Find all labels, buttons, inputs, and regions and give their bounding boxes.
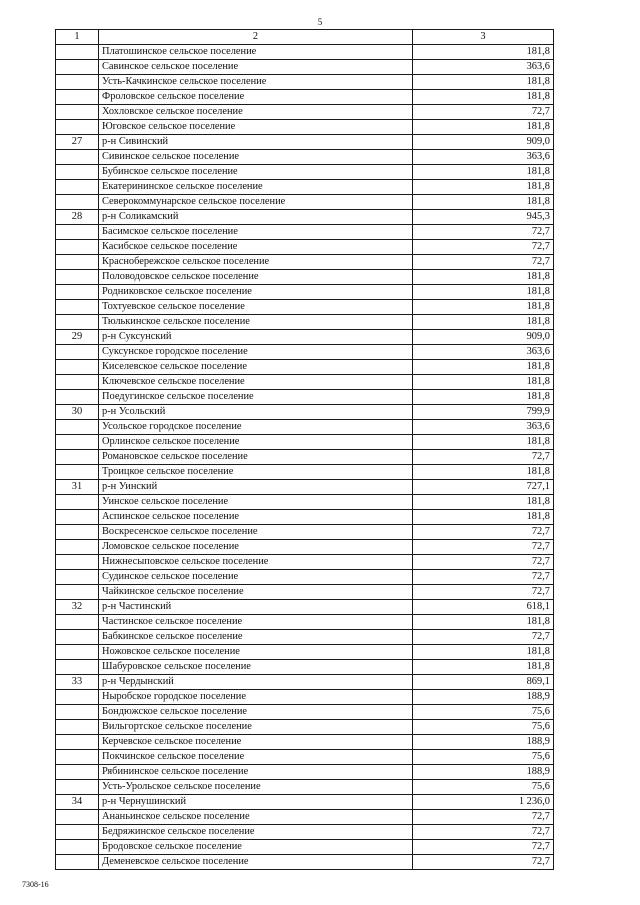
row-number-cell: [56, 345, 99, 360]
amount-cell: 75,6: [413, 720, 554, 735]
allocation-table: [55, 29, 554, 870]
amount-cell: 181,8: [413, 510, 554, 525]
table-row: [56, 825, 554, 840]
row-number-cell: [56, 390, 99, 405]
settlement-name-cell: Покчинское сельское поселение: [99, 750, 413, 765]
amount-cell: 72,7: [413, 630, 554, 645]
amount-cell: 72,7: [413, 525, 554, 540]
amount-cell: 72,7: [413, 855, 554, 870]
settlement-name-cell: Савинское сельское поселение: [99, 60, 413, 75]
page-number: 5: [317, 17, 323, 27]
amount-cell: 181,8: [413, 75, 554, 90]
settlement-name-cell: Усть-Урольское сельское поселение: [99, 780, 413, 795]
table-row: [56, 210, 554, 225]
row-number-cell: [56, 645, 99, 660]
settlement-name-cell: р-н Чернушинский: [99, 795, 413, 810]
row-number-cell: [56, 720, 99, 735]
row-number-cell: [56, 60, 99, 75]
row-number-cell: 32: [56, 600, 99, 615]
table-row: [56, 855, 554, 870]
table-row: [56, 480, 554, 495]
amount-cell: 799,9: [413, 405, 554, 420]
row-number-cell: [56, 435, 99, 450]
amount-cell: 72,7: [413, 810, 554, 825]
table-row: [56, 405, 554, 420]
amount-cell: 188,9: [413, 765, 554, 780]
row-number-cell: 33: [56, 675, 99, 690]
table-row: [56, 120, 554, 135]
amount-cell: 72,7: [413, 450, 554, 465]
settlement-name-cell: Поедугинское сельское поселение: [99, 390, 413, 405]
amount-cell: 72,7: [413, 585, 554, 600]
row-number-cell: 31: [56, 480, 99, 495]
settlement-name-cell: Нижнесыповское сельское поселение: [99, 555, 413, 570]
table-row: [56, 345, 554, 360]
amount-cell: 181,8: [413, 465, 554, 480]
table-row: [56, 510, 554, 525]
amount-cell: 72,7: [413, 840, 554, 855]
table-row: [56, 255, 554, 270]
settlement-name-cell: Троицкое сельское поселение: [99, 465, 413, 480]
row-number-cell: [56, 855, 99, 870]
amount-cell: 618,1: [413, 600, 554, 615]
table-row: [56, 45, 554, 60]
row-number-cell: [56, 840, 99, 855]
row-number-cell: [56, 825, 99, 840]
amount-cell: 727,1: [413, 480, 554, 495]
row-number-cell: [56, 90, 99, 105]
row-number-cell: [56, 120, 99, 135]
table-row: [56, 810, 554, 825]
row-number-cell: [56, 255, 99, 270]
amount-cell: 72,7: [413, 825, 554, 840]
amount-cell: 181,8: [413, 660, 554, 675]
row-number-cell: [56, 270, 99, 285]
row-number-cell: [56, 180, 99, 195]
amount-cell: 909,0: [413, 135, 554, 150]
settlement-name-cell: Ключевское сельское поселение: [99, 375, 413, 390]
row-number-cell: [56, 45, 99, 60]
table-row: [56, 240, 554, 255]
table-row: [56, 690, 554, 705]
amount-cell: 181,8: [413, 270, 554, 285]
table-row: [56, 720, 554, 735]
amount-cell: 75,6: [413, 705, 554, 720]
table-row: [56, 795, 554, 810]
settlement-name-cell: р-н Частинский: [99, 600, 413, 615]
table-row: [56, 540, 554, 555]
amount-cell: 181,8: [413, 645, 554, 660]
header-col-3: 3: [413, 30, 554, 45]
amount-cell: 181,8: [413, 495, 554, 510]
row-number-cell: [56, 450, 99, 465]
row-number-cell: [56, 360, 99, 375]
amount-cell: 363,6: [413, 150, 554, 165]
amount-cell: 181,8: [413, 615, 554, 630]
table-row: [56, 750, 554, 765]
settlement-name-cell: Екатерининское сельское поселение: [99, 180, 413, 195]
settlement-name-cell: Воскресенское сельское поселение: [99, 525, 413, 540]
table-header-row: [56, 30, 554, 45]
table-row: [56, 435, 554, 450]
settlement-name-cell: Суксунское городское поселение: [99, 345, 413, 360]
settlement-name-cell: Фроловское сельское поселение: [99, 90, 413, 105]
amount-cell: 72,7: [413, 240, 554, 255]
amount-cell: 181,8: [413, 120, 554, 135]
table-row: [56, 360, 554, 375]
table-row: [56, 600, 554, 615]
amount-cell: 869,1: [413, 675, 554, 690]
amount-cell: 181,8: [413, 435, 554, 450]
table-row: [56, 615, 554, 630]
table-row: [56, 645, 554, 660]
header-col-1: 1: [56, 30, 99, 45]
settlement-name-cell: Романовское сельское поселение: [99, 450, 413, 465]
row-number-cell: 34: [56, 795, 99, 810]
settlement-name-cell: Деменевское сельское поселение: [99, 855, 413, 870]
settlement-name-cell: р-н Соликамский: [99, 210, 413, 225]
row-number-cell: [56, 240, 99, 255]
settlement-name-cell: р-н Чердынский: [99, 675, 413, 690]
amount-cell: 72,7: [413, 225, 554, 240]
row-number-cell: [56, 765, 99, 780]
table-row: [56, 285, 554, 300]
table-row: [56, 420, 554, 435]
table-body: [56, 45, 554, 870]
table-row: [56, 555, 554, 570]
table-row: [56, 570, 554, 585]
settlement-name-cell: Усть-Качкинское сельское поселение: [99, 75, 413, 90]
settlement-name-cell: Бедряжинское сельское поселение: [99, 825, 413, 840]
row-number-cell: [56, 540, 99, 555]
amount-cell: 945,3: [413, 210, 554, 225]
settlement-name-cell: Ломовское сельское поселение: [99, 540, 413, 555]
settlement-name-cell: Судинское сельское поселение: [99, 570, 413, 585]
table-row: [56, 135, 554, 150]
table-row: [56, 465, 554, 480]
settlement-name-cell: Юговское сельское поселение: [99, 120, 413, 135]
row-number-cell: [56, 570, 99, 585]
amount-cell: 188,9: [413, 690, 554, 705]
table-row: [56, 300, 554, 315]
row-number-cell: [56, 585, 99, 600]
settlement-name-cell: Платошинское сельское поселение: [99, 45, 413, 60]
settlement-name-cell: р-н Усольский: [99, 405, 413, 420]
header-col-2: 2: [99, 30, 413, 45]
settlement-name-cell: Уинское сельское поселение: [99, 495, 413, 510]
table-row: [56, 330, 554, 345]
table-row: [56, 495, 554, 510]
amount-cell: 75,6: [413, 780, 554, 795]
amount-cell: 363,6: [413, 60, 554, 75]
amount-cell: 181,8: [413, 165, 554, 180]
row-number-cell: [56, 705, 99, 720]
settlement-name-cell: Половодовское сельское поселение: [99, 270, 413, 285]
amount-cell: 181,8: [413, 195, 554, 210]
table-row: [56, 660, 554, 675]
table-row: [56, 150, 554, 165]
row-number-cell: [56, 225, 99, 240]
table-row: [56, 60, 554, 75]
table-row: [56, 225, 554, 240]
table-row: [56, 765, 554, 780]
amount-cell: 72,7: [413, 255, 554, 270]
settlement-name-cell: Басимское сельское поселение: [99, 225, 413, 240]
settlement-name-cell: Бондюжское сельское поселение: [99, 705, 413, 720]
row-number-cell: [56, 660, 99, 675]
settlement-name-cell: Ножовское сельское поселение: [99, 645, 413, 660]
table-row: [56, 390, 554, 405]
settlement-name-cell: Тохтуевское сельское поселение: [99, 300, 413, 315]
settlement-name-cell: Ныробское городское поселение: [99, 690, 413, 705]
table-row: [56, 90, 554, 105]
row-number-cell: [56, 375, 99, 390]
table-row: [56, 525, 554, 540]
amount-cell: 363,6: [413, 420, 554, 435]
table-row: [56, 105, 554, 120]
settlement-name-cell: Рябининское сельское поселение: [99, 765, 413, 780]
table-row: [56, 630, 554, 645]
table-row: [56, 840, 554, 855]
row-number-cell: [56, 555, 99, 570]
amount-cell: 72,7: [413, 540, 554, 555]
table-row: [56, 195, 554, 210]
row-number-cell: [56, 615, 99, 630]
settlement-name-cell: Тюлькинское сельское поселение: [99, 315, 413, 330]
table-row: [56, 270, 554, 285]
settlement-name-cell: Чайкинское сельское поселение: [99, 585, 413, 600]
settlement-name-cell: р-н Уинский: [99, 480, 413, 495]
row-number-cell: 29: [56, 330, 99, 345]
document-code: 7308-16: [22, 880, 49, 889]
allocation-table-container: [55, 29, 553, 870]
settlement-name-cell: Керчевское сельское поселение: [99, 735, 413, 750]
row-number-cell: [56, 735, 99, 750]
settlement-name-cell: Аспинское сельское поселение: [99, 510, 413, 525]
row-number-cell: [56, 810, 99, 825]
settlement-name-cell: Частинское сельское поселение: [99, 615, 413, 630]
table-row: [56, 585, 554, 600]
settlement-name-cell: Касибское сельское поселение: [99, 240, 413, 255]
row-number-cell: [56, 510, 99, 525]
table-row: [56, 735, 554, 750]
row-number-cell: [56, 75, 99, 90]
settlement-name-cell: Ананьинское сельское поселение: [99, 810, 413, 825]
settlement-name-cell: Вильгортское сельское поселение: [99, 720, 413, 735]
settlement-name-cell: р-н Сивинский: [99, 135, 413, 150]
row-number-cell: [56, 315, 99, 330]
settlement-name-cell: Сивинское сельское поселение: [99, 150, 413, 165]
row-number-cell: [56, 630, 99, 645]
row-number-cell: [56, 690, 99, 705]
row-number-cell: [56, 105, 99, 120]
amount-cell: 181,8: [413, 375, 554, 390]
row-number-cell: [56, 420, 99, 435]
amount-cell: 181,8: [413, 315, 554, 330]
amount-cell: 181,8: [413, 390, 554, 405]
row-number-cell: 28: [56, 210, 99, 225]
amount-cell: 72,7: [413, 570, 554, 585]
settlement-name-cell: Краснобережское сельское поселение: [99, 255, 413, 270]
row-number-cell: 30: [56, 405, 99, 420]
row-number-cell: [56, 465, 99, 480]
row-number-cell: [56, 195, 99, 210]
amount-cell: 181,8: [413, 360, 554, 375]
row-number-cell: [56, 300, 99, 315]
table-row: [56, 675, 554, 690]
settlement-name-cell: Шабуровское сельское поселение: [99, 660, 413, 675]
settlement-name-cell: Хохловское сельское поселение: [99, 105, 413, 120]
settlement-name-cell: Северокоммунарское сельское поселение: [99, 195, 413, 210]
table-row: [56, 75, 554, 90]
amount-cell: 72,7: [413, 555, 554, 570]
table-row: [56, 705, 554, 720]
amount-cell: 181,8: [413, 180, 554, 195]
row-number-cell: 27: [56, 135, 99, 150]
settlement-name-cell: Орлинское сельское поселение: [99, 435, 413, 450]
table-row: [56, 180, 554, 195]
amount-cell: 188,9: [413, 735, 554, 750]
amount-cell: 75,6: [413, 750, 554, 765]
settlement-name-cell: Усольское городское поселение: [99, 420, 413, 435]
settlement-name-cell: Киселевское сельское поселение: [99, 360, 413, 375]
row-number-cell: [56, 495, 99, 510]
settlement-name-cell: р-н Сукс​унский: [99, 330, 413, 345]
amount-cell: 181,8: [413, 90, 554, 105]
settlement-name-cell: Бабкинское сельское поселение: [99, 630, 413, 645]
amount-cell: 909,0: [413, 330, 554, 345]
amount-cell: 363,6: [413, 345, 554, 360]
amount-cell: 72,7: [413, 105, 554, 120]
row-number-cell: [56, 525, 99, 540]
amount-cell: 1 236,0: [413, 795, 554, 810]
row-number-cell: [56, 780, 99, 795]
amount-cell: 181,8: [413, 300, 554, 315]
settlement-name-cell: Бродовское сельское поселение: [99, 840, 413, 855]
table-row: [56, 165, 554, 180]
row-number-cell: [56, 150, 99, 165]
table-row: [56, 780, 554, 795]
row-number-cell: [56, 165, 99, 180]
row-number-cell: [56, 285, 99, 300]
table-row: [56, 375, 554, 390]
table-row: [56, 315, 554, 330]
amount-cell: 181,8: [413, 285, 554, 300]
settlement-name-cell: Бубинское сельское поселение: [99, 165, 413, 180]
amount-cell: 181,8: [413, 45, 554, 60]
row-number-cell: [56, 750, 99, 765]
settlement-name-cell: Родниковское сельское поселение: [99, 285, 413, 300]
table-row: [56, 450, 554, 465]
